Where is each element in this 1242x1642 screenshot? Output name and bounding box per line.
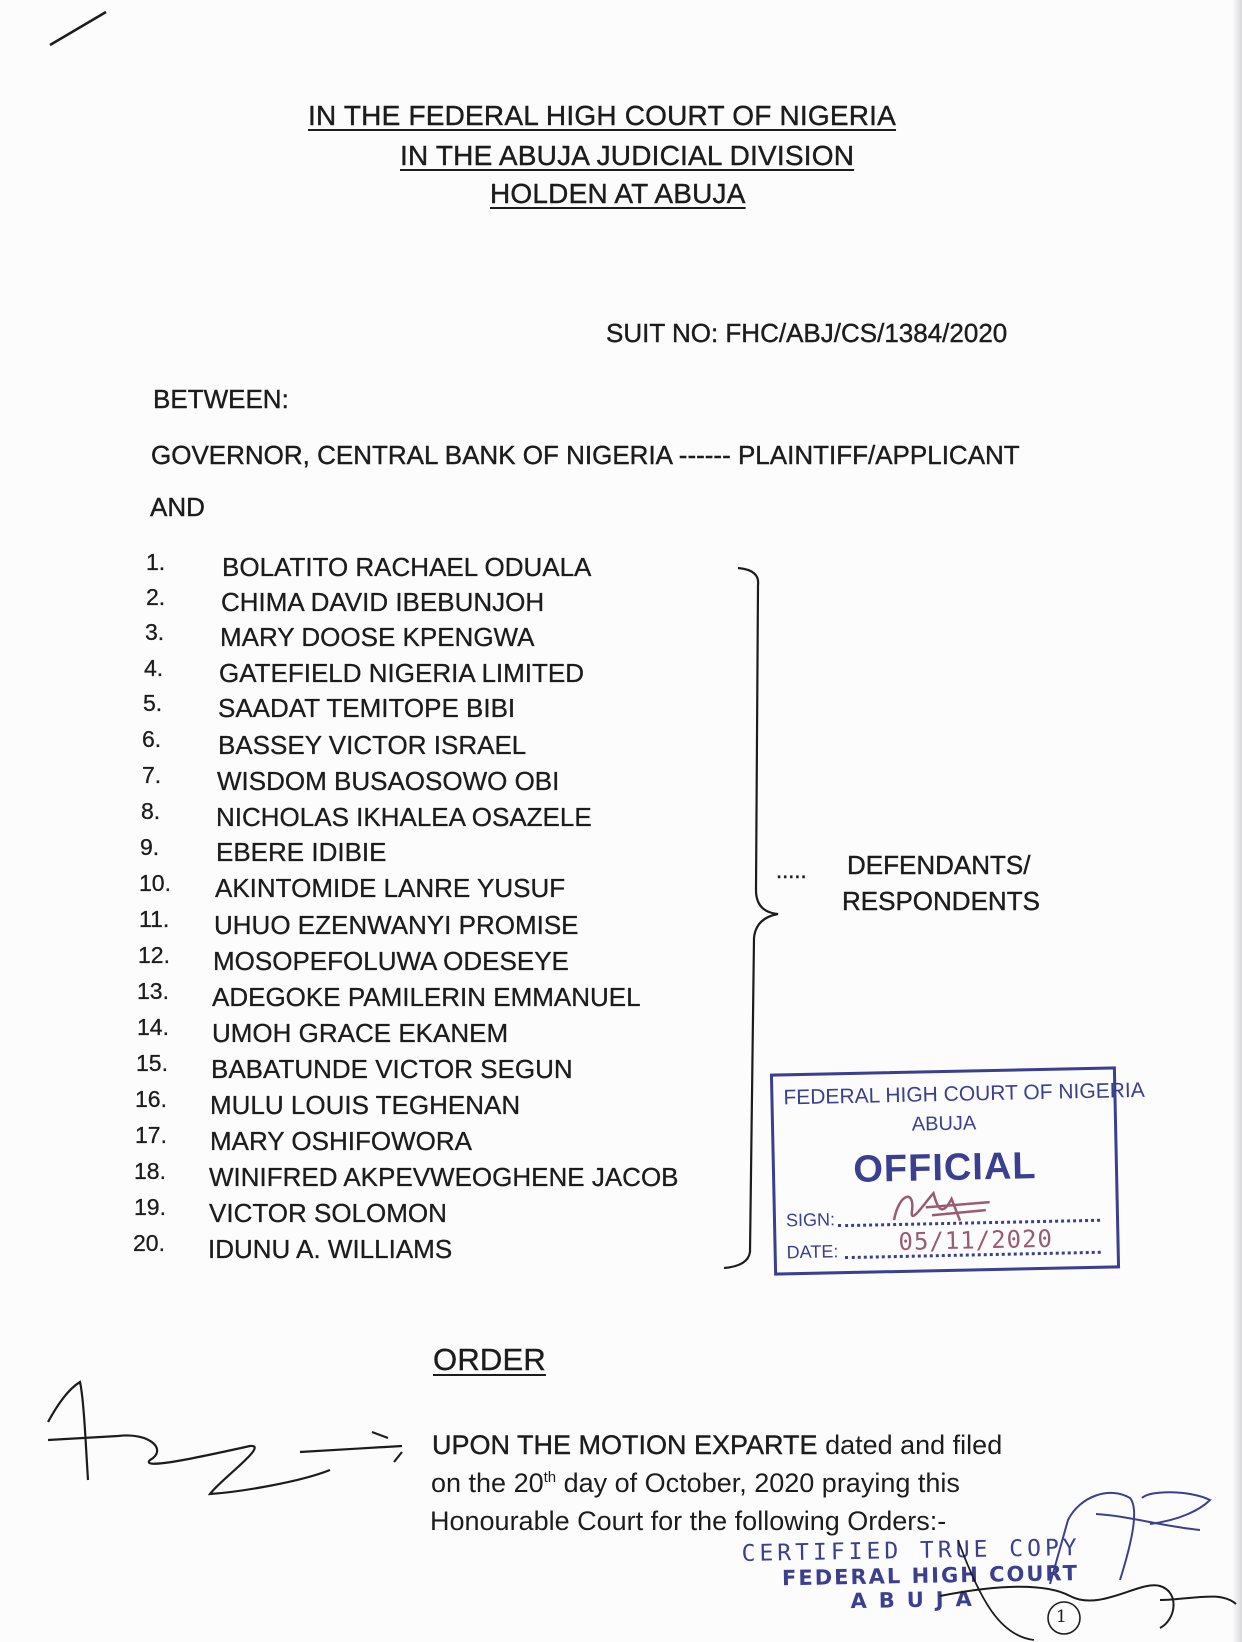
defendant-name: WISDOM BUSAOSOWO OBI [217,766,560,796]
defendant-number: 10. [139,870,171,896]
defendant-name: BASSEY VICTOR ISRAEL [218,730,527,760]
defendant-number: 3. [145,619,165,645]
defendant-number: 14. [137,1014,169,1040]
stamp-date-value: 05/11/2020 [898,1224,1054,1256]
ctc-line3: ABUJA [850,1586,985,1614]
defendant-number: 8. [141,798,161,824]
stamp-sign-label: SIGN: [785,1209,836,1231]
defendant-name: SAADAT TEMITOPE BIBI [218,693,516,723]
stamp-court-name: FEDERAL HIGH COURT OF NIGERIA [783,1078,1145,1110]
defendant-name: ADEGOKE PAMILERIN EMMANUEL [212,982,641,1012]
defendant-number: 12. [138,942,170,968]
order-line2-sup: th [543,1469,557,1486]
between-label: BETWEEN: [153,384,289,414]
page-number: 1 [1056,1607,1067,1627]
stamp-city: ABUJA [911,1112,977,1136]
court-heading-line2: IN THE ABUJA JUDICIAL DIVISION [400,140,855,171]
defendant-name: MOSOPEFOLUWA ODESEYE [213,946,569,976]
defendant-number: 5. [143,690,163,716]
defendant-name: UHUO EZENWANYI PROMISE [214,910,579,940]
defendant-number: 7. [142,762,162,788]
defendant-name: BABATUNDE VICTOR SEGUN [211,1054,573,1084]
court-heading-line3: HOLDEN AT ABUJA [490,178,746,209]
and-label: AND [150,492,205,522]
court-heading-line1: IN THE FEDERAL HIGH COURT OF NIGERIA [308,100,897,131]
order-title: ORDER [433,1342,546,1377]
defendant-number: 17. [135,1122,167,1148]
ctc-line2: FEDERAL HIGH COURT [781,1561,1080,1591]
order-line2-b: day of October, 2020 praying this [556,1468,960,1498]
stamp-official: OFFICIAL [852,1145,1037,1191]
defendants-dots: ..... [776,858,807,883]
order-lead: UPON THE MOTION EXPARTE [432,1430,818,1460]
defendant-name: WINIFRED AKPEVWEOGHENE JACOB [209,1162,679,1192]
stamp-date-label: DATE: [786,1241,839,1263]
defendant-number: 16. [135,1086,167,1112]
defendant-name: GATEFIELD NIGERIA LIMITED [219,658,585,688]
defendants-label-line1: DEFENDANTS/ [847,850,1031,880]
defendant-name: MARY DOOSE KPENGWA [220,622,535,652]
order-line1-rest: dated and filed [817,1430,1003,1460]
order-line2-a: on the 20 [431,1468,544,1498]
defendant-name: BOLATITO RACHAEL ODUALA [222,552,592,582]
defendant-name: MARY OSHIFOWORA [210,1126,472,1156]
defendant-name: UMOH GRACE EKANEM [212,1018,509,1048]
ctc-line1: CERTIFIED TRUE COPY [741,1535,1081,1567]
defendant-number: 1. [146,549,166,575]
defendant-name: VICTOR SOLOMON [209,1198,447,1228]
defendant-number: 11. [139,906,170,932]
plaintiff-line: GOVERNOR, CENTRAL BANK OF NIGERIA ------ PLAINTIFF/APPLICANT [151,440,1020,470]
defendant-number: 18. [134,1158,166,1184]
defendant-name: MULU LOUIS TEGHENAN [210,1090,521,1120]
defendant-number: 19. [134,1194,166,1220]
defendant-name: AKINTOMIDE LANRE YUSUF [215,873,566,903]
defendant-name: IDUNU A. WILLIAMS [208,1234,453,1264]
suit-number: SUIT NO: FHC/ABJ/CS/1384/2020 [606,318,1008,348]
defendant-number: 4. [144,655,164,681]
defendants-label-line2: RESPONDENTS [842,886,1040,916]
defendant-number: 6. [142,726,162,752]
defendant-name: NICHOLAS IKHALEA OSAZELE [216,802,592,832]
defendant-number: 2. [146,584,166,610]
defendant-name: EBERE IDIBIE [216,837,387,867]
defendant-number: 9. [140,834,160,860]
order-paragraph-line3: Honourable Court for the following Orders:- [430,1506,947,1536]
defendant-name: CHIMA DAVID IBEBUNJOH [221,587,545,617]
defendant-number: 20. [133,1230,165,1256]
defendant-number: 15. [136,1050,168,1076]
defendant-number: 13. [137,978,169,1004]
